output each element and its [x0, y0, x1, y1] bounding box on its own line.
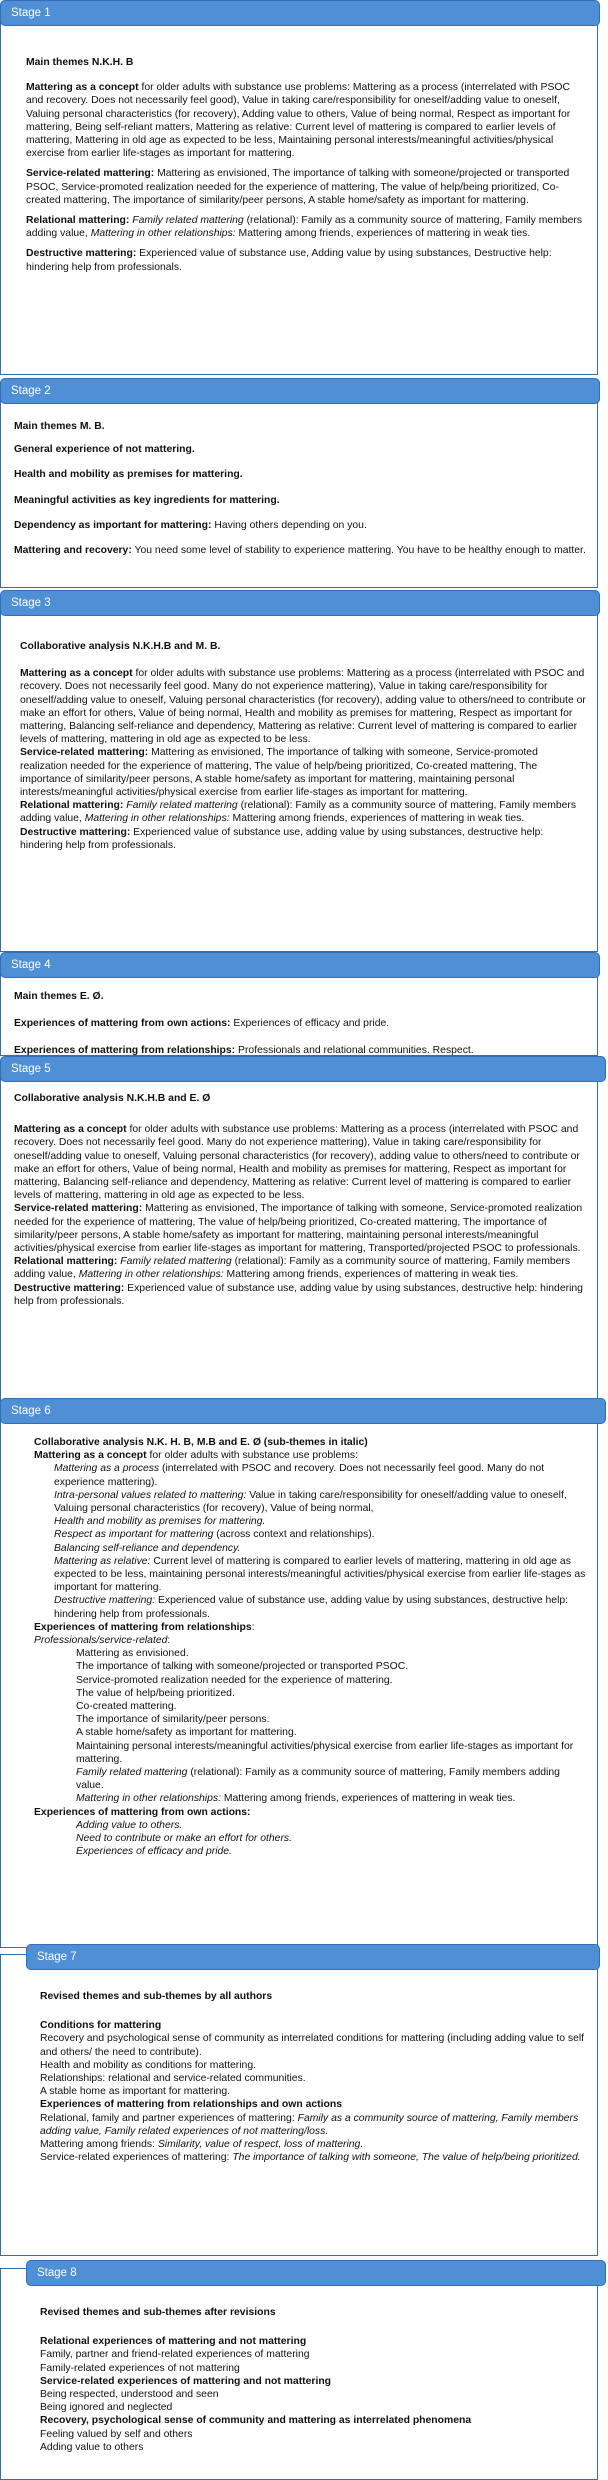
s6-concept-label: Mattering as a concept [34, 1450, 147, 1462]
stage-4-header: Stage 4 [0, 952, 600, 978]
s1-relational-italic-1: Family related mattering [129, 215, 244, 227]
s6-destructive-text: Experienced value of substance use, adding value by using substances, destructive help: hindering help from professionals. [54, 1595, 569, 1620]
s2-item-5-text: You need some level of stability to experience mattering. You have to be healthy enough to matter. [131, 545, 586, 557]
stage-3-heading: Collaborative analysis N.K.H.B and M. B. [20, 641, 221, 652]
stage-3-content [20, 640, 588, 852]
s2-item-5-label: Mattering and recovery: [14, 545, 132, 557]
s1-relational-text-2: Mattering among friends, experiences of mattering in weak ties. [235, 228, 531, 240]
s6-relationships-colon: : [251, 1621, 255, 1633]
s3-relational-italic-1: Family related mattering [123, 800, 238, 812]
stage-1-content [26, 50, 586, 281]
s6-process-text: (interrelated with PSOC and recovery. Does not necessarily feel good. Many do not experience mattering). [54, 1463, 545, 1488]
stage-8-content [40, 2306, 592, 2454]
s5-destructive-text: Experienced value of substance use, adding value by using substances, destructive help: hindering help from professionals. [14, 1282, 583, 1307]
s6-relative-text: Current level of mattering is compared to earlier levels of mattering, mattering in old age as expected to be less, maintaining personal interests/meaningful activities/physical exercise from earlier life-stages as important for mattering. [54, 1555, 586, 1594]
stage-8-heading: Revised themes and sub-themes after revisions [40, 2307, 276, 2318]
s6-service-item-7: A stable home/safety as important for mattering. [76, 1727, 297, 1739]
s6-relative-italic: Mattering as relative: [54, 1555, 151, 1567]
s6-own-item-2: Need to contribute or make an effort for others. [76, 1833, 293, 1845]
s6-service-item-5: Co-created mattering. [76, 1701, 177, 1713]
s1-destructive-label: Destructive mattering: [26, 248, 137, 260]
s8-sub-4: Being ignored and neglected [40, 2402, 173, 2414]
s6-relationships-label: Experiences of mattering from relationships [34, 1621, 252, 1633]
s6-own-actions-label: Experiences of mattering from own actions: [34, 1806, 251, 1818]
s7-condition-2: Health and mobility as conditions for mattering. [40, 2059, 257, 2071]
stage-1-heading: Main themes N.K.H. B [26, 57, 134, 68]
s6-concept-text: for older adults with substance use problems: [146, 1450, 358, 1462]
s1-service-label: Service-related mattering: [26, 168, 155, 180]
s5-relational-text-1: (relational): Family as a community source of mattering, Family members adding value, [14, 1256, 571, 1281]
s1-service-text: Mattering as envisioned, The importance of talking with someone/projected or transported PSOC, Service-promoted realization needed for the experience of mattering, The value of help/being prioritized, Co-created mattering, The importance of similarity/peer persons, A stable home/safety as important for mattering. [26, 168, 570, 206]
s3-relational-text-2: Mattering among friends, experiences of mattering in weak ties. [229, 813, 525, 825]
s6-respect-text: (across context and relationships). [213, 1529, 375, 1541]
s5-service-label: Service-related mattering: [14, 1203, 143, 1215]
s5-relational-text-2: Mattering among friends, experiences of mattering in weak ties. [223, 1269, 519, 1281]
s4-item-2-label: Experiences of mattering from relationships: [14, 1045, 236, 1057]
s7-condition-1: Recovery and psychological sense of community as interrelated conditions for mattering (including adding value to self and others/ the need to contribute). [40, 2033, 585, 2058]
s2-item-4-label: Dependency as important for mattering: [14, 519, 212, 531]
s6-respect-italic: Respect as important for mattering [54, 1529, 214, 1541]
s8-theme-2: Service-related experiences of mattering and not mattering [40, 2375, 332, 2387]
s6-service-item-4: The value of help/being prioritized. [76, 1687, 235, 1699]
s6-professionals-italic: Professionals/service-related [34, 1635, 168, 1647]
stage-7-header: Stage 7 [26, 1944, 600, 1970]
stage-5-content [14, 1092, 592, 1308]
s8-sub-1: Family, partner and friend-related experiences of mattering [40, 2349, 310, 2361]
s3-relational-italic-2: Mattering in other relationships: [84, 813, 230, 825]
s3-service-text: Mattering as envisioned, The importance of talking with someone, Service-promoted realization needed for the experience of mattering, The value of help/being prioritized, Co-created mattering, The importance of similarity/peer persons, A stable home/safety as important for mattering, maintaining personal interests/meaningful activities/physical exercise from earlier life-stages as important for mattering. [20, 747, 538, 799]
stage-8-header: Stage 8 [26, 2260, 606, 2286]
s3-concept-text: for older adults with substance use problems: Mattering as a process (interrelated with PSOC and recovery. Does not necessarily feel good. Many do not experience mattering), Value in taking care/responsibility for oneself/adding value to oneself, Valuing personal characteristics (for recovery), adding value to others/need to contribute or make an effort for others, Value of being normal, Health and mobility as premises for mattering, Respect as important for mattering, Balancing self-reliance and dependency, Mattering as relative: Current level of mattering is compared to earlier levels of mattering, mattering in old age as expected to be less. [20, 668, 586, 746]
s7-exp-1-text: Relational, family and partner experiences of mattering: [40, 2112, 298, 2124]
s1-concept-text: for older adults with substance use problems: Mattering as a process (interrelated with PSOC and recovery. Does not necessarily feel good), Value in taking care/responsibility for oneself/adding value to oneself, Valuing personal characteristics (for recovery), Adding value to others, Value of being normal, Respect as important for mattering, Being self-reliant matters, Mattering as relative: Current level of mattering is compared to earlier levels of mattering, Mattering in old age as expected to be less, Maintaining personal interests/meaningful activities/physical exercise from earlier life-stages as important for mattering. [26, 82, 571, 160]
s1-relational-text-1: (relational): Family as a community source of mattering, Family members adding value, [26, 215, 583, 240]
stage-4-heading: Main themes E. Ø. [14, 991, 104, 1002]
s8-theme-1: Relational experiences of mattering and not mattering [40, 2336, 307, 2348]
stage-4-content [14, 990, 588, 1065]
stage-2-header: Stage 2 [0, 378, 600, 404]
s6-own-item-3: Experiences of efficacy and pride. [76, 1846, 232, 1858]
s2-item-1: General experience of not mattering. [14, 444, 195, 456]
stage-6-heading: Collaborative analysis N.K. H. B, M.B and E. Ø (sub-themes in italic) [34, 1437, 368, 1448]
s1-relational-italic-2: Mattering in other relationships: [90, 228, 236, 240]
s8-sub-3: Being respected, understood and seen [40, 2389, 219, 2401]
s2-item-3: Meaningful activities as key ingredients for mattering. [14, 494, 280, 506]
stage-3-header: Stage 3 [0, 590, 600, 616]
stage-6-header: Stage 6 [0, 1398, 606, 1424]
s5-concept-text: for older adults with substance use problems: Mattering as a process (interrelated with PSOC and recovery. Does not necessarily feel good. Many do not experience mattering), Value in taking care/responsibility for oneself/adding value to oneself, Valuing personal characteristics (for recovery), adding value to others/need to contribute or make an effort for others, Value of being normal, Health and mobility as premises for mattering, Respect as important for mattering, Balancing self-reliance and dependency, Mattering as relative: Current level of mattering is compared to earlier levels of mattering, mattering in old age as expected to be less. [14, 1124, 580, 1202]
s6-service-item-8: Maintaining personal interests/meaningful activities/physical exercise from earlier life-stages as important for mattering. [76, 1740, 574, 1765]
s5-service-text: Mattering as envisioned, The importance of talking with someone, Service-promoted realization needed for the experience of mattering, The value of help/being prioritized, Co-created mattering, The importance of similarity/peer persons, A stable home/safety as important for mattering, maintaining personal interests/meaningful activities/physical exercise from earlier life-stages as important for mattering, Transported/projected PSOC to professionals. [14, 1203, 583, 1255]
s7-exp-1-italic: Family as a community source of mattering, Family members adding value, Family related experiences of not mattering/loss. [40, 2112, 579, 2137]
stage-7-content [40, 1990, 592, 2164]
s3-relational-label: Relational mattering: [20, 800, 124, 812]
s6-intrapersonal-text: Value in taking care/responsibility for oneself/adding value to oneself, Valuing personal characteristics (for recovery), Value of being normal, [54, 1489, 567, 1515]
s7-experiences-label: Experiences of mattering from relationships and own actions [40, 2099, 342, 2111]
stage-2-content [14, 420, 588, 564]
s7-conditions-label: Conditions for mattering [40, 2020, 162, 2032]
s6-process-italic: Mattering as a process [54, 1463, 160, 1475]
s6-other-rel-text: Mattering among friends, experiences of mattering in weak ties. [220, 1793, 516, 1805]
stage-1-header: Stage 1 [0, 0, 600, 26]
s5-relational-italic-1: Family related mattering [117, 1256, 232, 1268]
stage-7-heading: Revised themes and sub-themes by all authors [40, 1991, 273, 2002]
s6-service-item-3: Service-promoted realization needed for the experience of mattering. [76, 1674, 393, 1686]
s7-exp-2-italic: Similarity, value of respect, loss of mattering. [157, 2139, 364, 2151]
s4-item-1-label: Experiences of mattering from own actions: [14, 1018, 231, 1030]
s5-relational-label: Relational mattering: [14, 1256, 118, 1268]
s6-service-item-1: Mattering as envisioned. [76, 1648, 189, 1660]
s6-other-rel-italic: Mattering in other relationships: [76, 1793, 221, 1805]
s6-destructive-italic: Destructive mattering: [54, 1595, 156, 1607]
s6-professionals-colon: : [167, 1635, 171, 1647]
s6-health-italic: Health and mobility as premises for mattering. [54, 1516, 266, 1528]
s6-service-item-6: The importance of similarity/peer persons. [76, 1714, 270, 1726]
s3-destructive-label: Destructive mattering: [20, 826, 131, 838]
s4-item-1-text: Experiences of efficacy and pride. [230, 1018, 390, 1030]
stage-5-header: Stage 5 [0, 1056, 606, 1082]
s6-family-text: (relational): Family as a community source of mattering, Family members adding value. [76, 1767, 560, 1792]
s1-concept-label: Mattering as a concept [26, 82, 139, 94]
stage-2-heading: Main themes M. B. [14, 421, 105, 432]
s3-destructive-text: Experienced value of substance use, adding value by using substances, destructive help: hindering help from professionals. [20, 826, 544, 851]
s3-service-label: Service-related mattering: [20, 747, 149, 759]
s8-theme-3: Recovery, psychological sense of community and mattering as interrelated phenomena [40, 2415, 472, 2427]
s5-concept-label: Mattering as a concept [14, 1124, 127, 1136]
s2-item-4-text: Having others depending on you. [211, 519, 367, 531]
s3-concept-label: Mattering as a concept [20, 668, 133, 680]
s6-intrapersonal-italic: Intra-personal values related to mattering: [54, 1489, 247, 1501]
s8-sub-5: Feeling valued by self and others [40, 2428, 193, 2440]
s5-relational-italic-2: Mattering in other relationships: [78, 1269, 224, 1281]
s7-exp-3-text: Service-related experiences of mattering: [40, 2152, 233, 2164]
s8-sub-6: Adding value to others [40, 2441, 144, 2453]
s6-balancing-italic: Balancing self-reliance and dependency. [54, 1542, 241, 1554]
s7-exp-2-text: Mattering among friends: [40, 2139, 158, 2151]
s6-service-item-2: The importance of talking with someone/projected or transported PSOC. [76, 1661, 409, 1673]
s1-destructive-text: Experienced value of substance use, Adding value by using substances, Destructive help: hindering help from professionals. [26, 248, 552, 273]
s7-exp-3-italic: The importance of talking with someone, The value of help/being prioritized. [232, 2152, 581, 2164]
s8-sub-2: Family-related experiences of not mattering [40, 2362, 240, 2374]
s5-destructive-label: Destructive mattering: [14, 1282, 125, 1294]
s4-item-2-text: Professionals and relational communities. Respect. [235, 1045, 474, 1057]
s3-relational-text-1: (relational): Family as a community source of mattering, Family members adding value, [20, 800, 577, 825]
s6-own-item-1: Adding value to others. [76, 1819, 183, 1831]
s1-relational-label: Relational mattering: [26, 215, 130, 227]
stage-5-heading: Collaborative analysis N.K.H.B and E. Ø [14, 1093, 211, 1104]
s2-item-2: Health and mobility as premises for mattering. [14, 469, 243, 481]
s6-family-italic: Family related mattering [76, 1767, 188, 1779]
stage-6-content [34, 1436, 590, 1859]
s7-condition-4: A stable home as important for mattering. [40, 2086, 231, 2098]
s7-condition-3: Relationships: relational and service-related communities. [40, 2073, 306, 2085]
